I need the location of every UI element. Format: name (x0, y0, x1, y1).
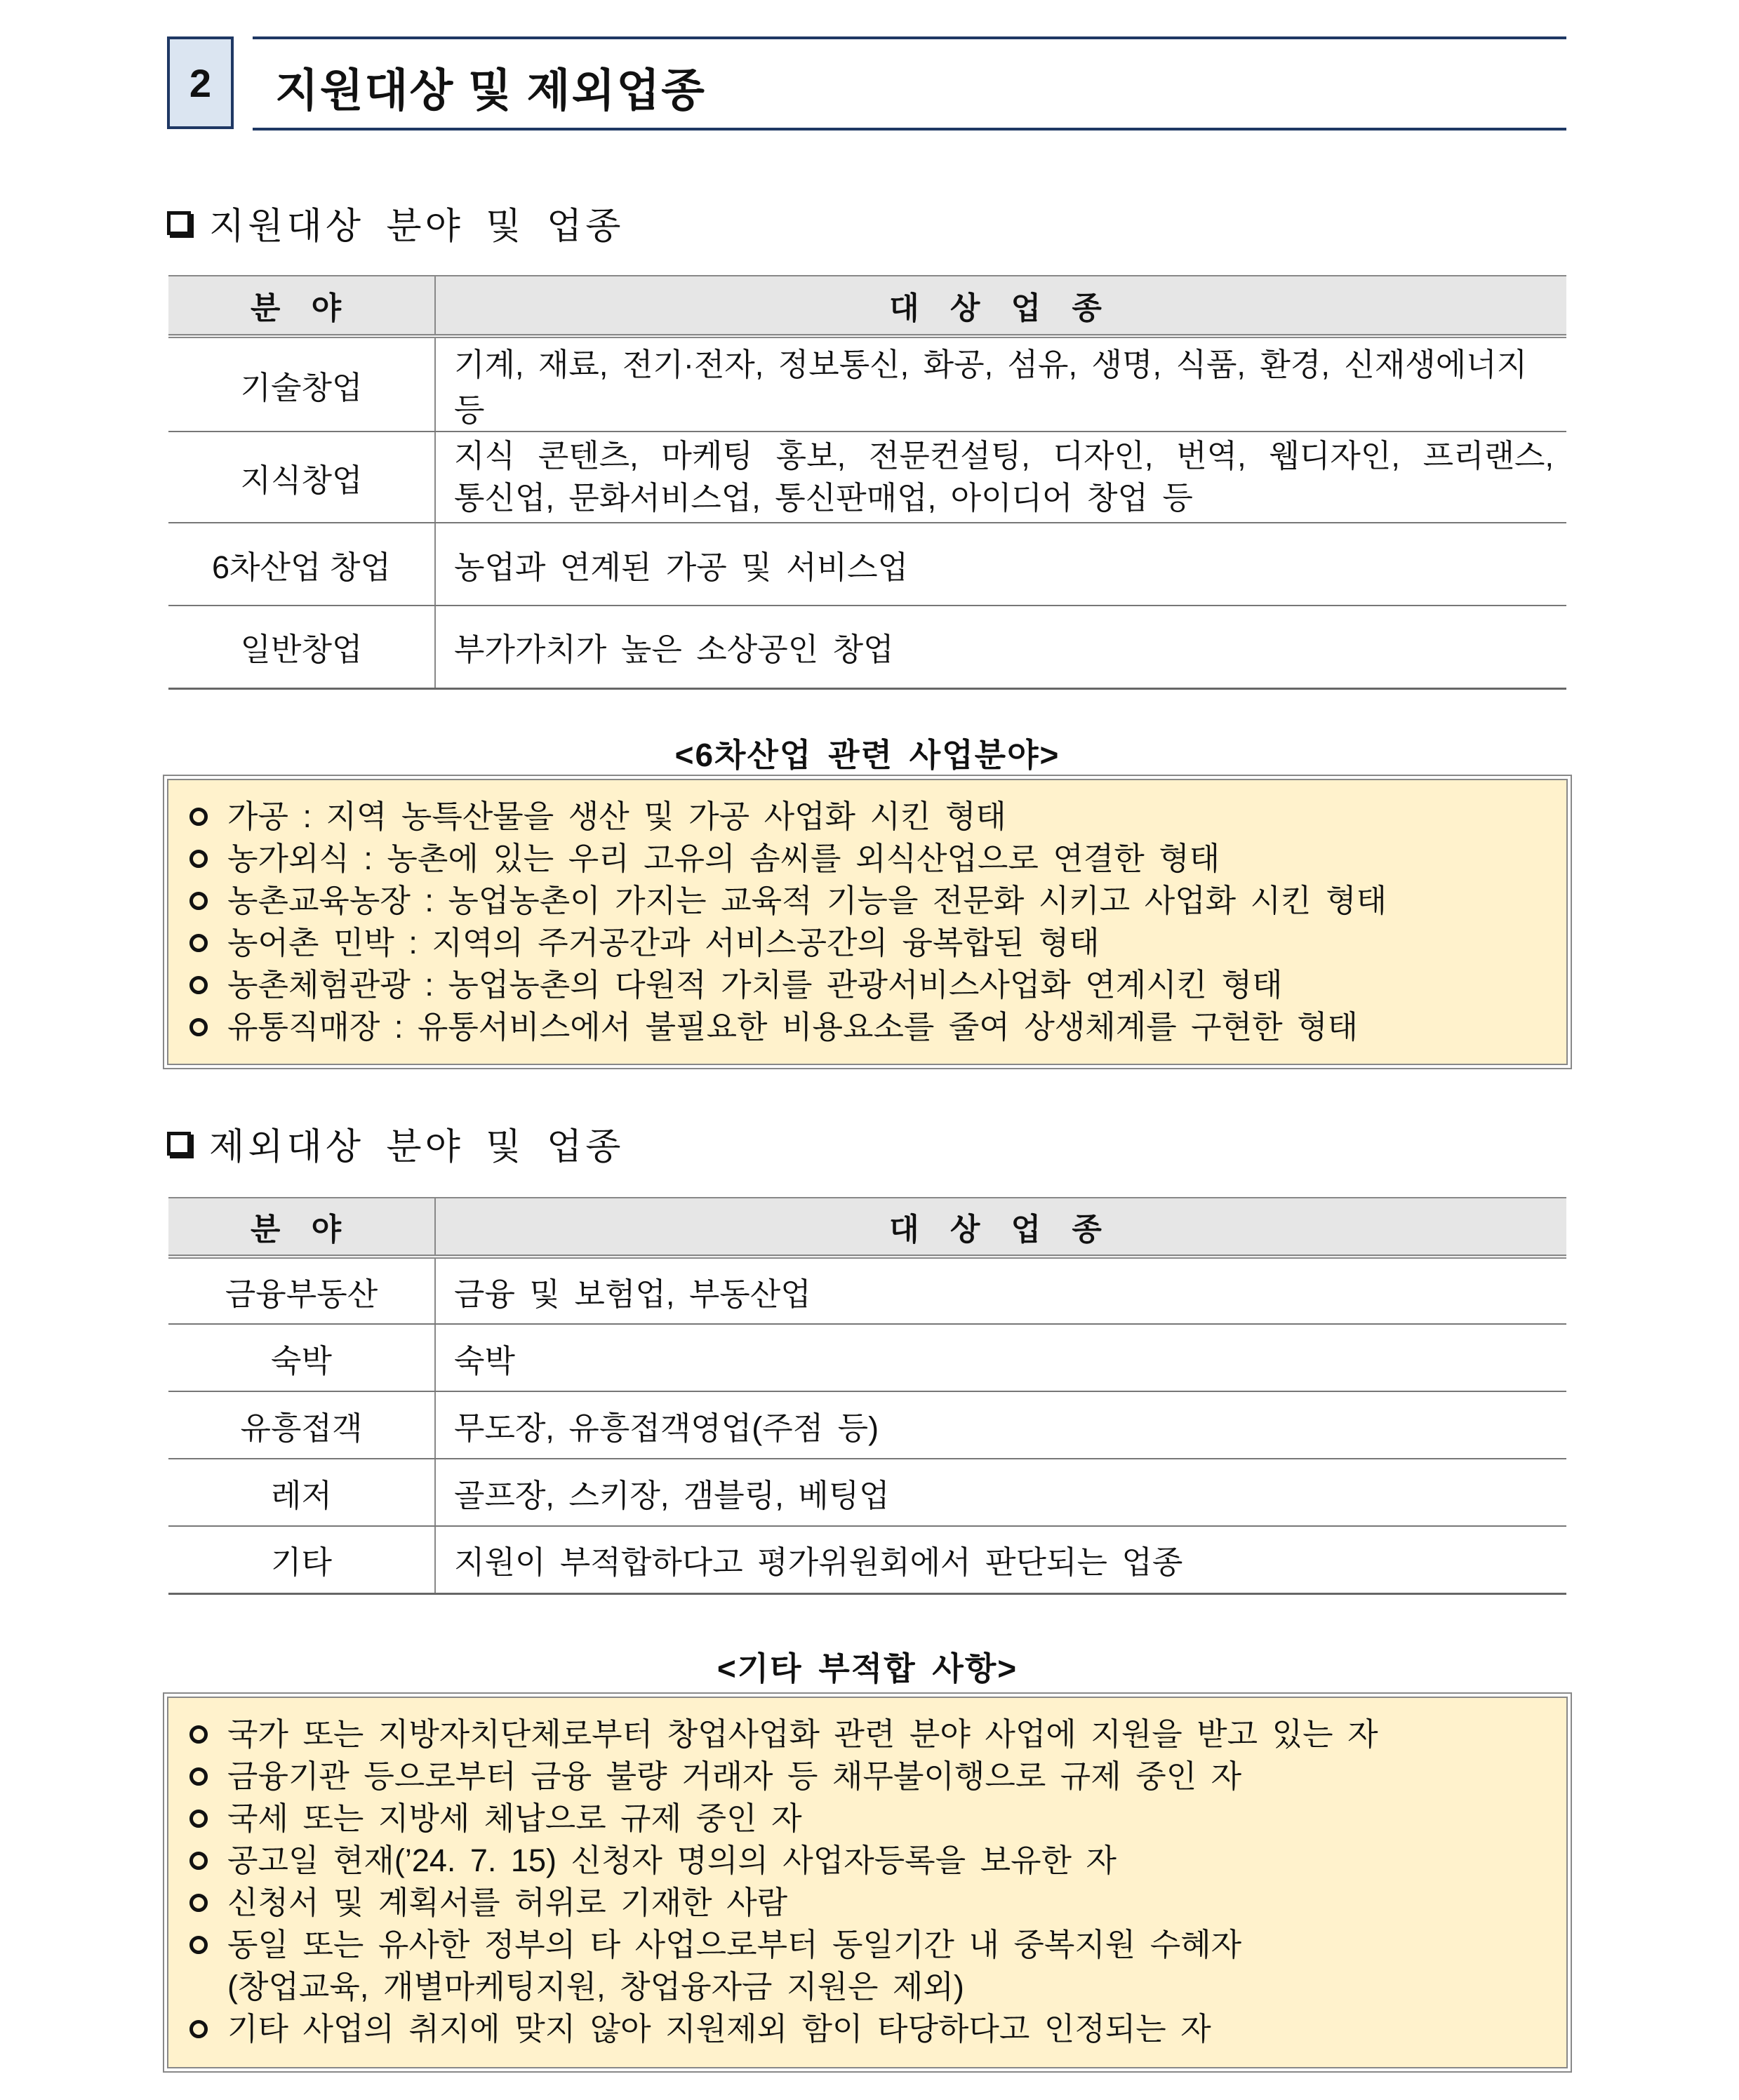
list-item-text: 유통직매장 : 유통서비스에서 불필요한 비용요소를 줄여 상생체계를 구현한 형태 (227, 1009, 1359, 1045)
list-item (185, 838, 1566, 880)
exclude-heading (167, 1117, 624, 1170)
support-heading-text: 지원대상 분야 및 업종 (209, 206, 625, 247)
list-item (185, 880, 1566, 922)
support-row-field: 지식창업 (168, 432, 435, 523)
table-row (168, 1391, 1566, 1459)
list-item (185, 1713, 1566, 1755)
support-row-field: 6차산업 창업 (168, 523, 435, 606)
list-item-text: 농가외식 : 농촌에 있는 우리 고유의 솜씨를 외식산업으로 연결한 형태 (227, 841, 1220, 876)
table-row (168, 432, 1566, 523)
section-rule-top (253, 36, 1566, 39)
list-item-text: 기타 사업의 취지에 맞지 않아 지원제외 함이 타당하다고 인정되는 자 (227, 2011, 1211, 2047)
exclude-header-field: 분 야 (168, 1198, 435, 1257)
list-item-text: 국세 또는 지방세 체납으로 규제 중인 자 (227, 1800, 802, 1836)
six-industry-box (167, 779, 1568, 1065)
exclude-row-field: 금융부동산 (168, 1257, 435, 1324)
six-industry-caption: <6차산업 관련 사업분야> (674, 737, 1060, 773)
table-row (168, 336, 1566, 432)
support-header-industries: 대 상 업 종 (435, 276, 1566, 336)
list-item (185, 1798, 1566, 1840)
list-item-text: 금융기관 등으로부터 금융 불량 거래자 등 채무불이행으로 규제 중인 자 (227, 1758, 1242, 1794)
list-item-text: 국가 또는 지방자치단체로부터 창업사업화 관련 분야 사업에 지원을 받고 있는 자 (227, 1716, 1378, 1752)
list-item-text: (창업교육, 개별마케팅지원, 창업융자금 지원은 제외) (227, 1969, 964, 2005)
exclude-row-field: 레저 (168, 1459, 435, 1526)
circle-bullet-icon (189, 850, 208, 868)
other-unsuitable-box (167, 1697, 1568, 2068)
exclude-heading-text: 제외대상 분야 및 업종 (209, 1127, 625, 1168)
list-item (185, 1840, 1566, 1882)
table-row (168, 606, 1566, 688)
section-title: 지원대상 및 제외업종 (275, 65, 706, 116)
table-row (168, 523, 1566, 606)
list-item (185, 1006, 1566, 1048)
exclude-row-field: 유흥접객 (168, 1391, 435, 1459)
circle-bullet-icon (189, 934, 208, 952)
circle-bullet-icon (189, 1810, 208, 1828)
exclude-row-industries: 무도장, 유흥접객영업(주점 등) (435, 1391, 1566, 1459)
table-row (168, 1257, 1566, 1324)
circle-bullet-icon (189, 1852, 208, 1870)
list-item-text: 가공 : 지역 농특산물을 생산 및 가공 사업화 시킨 형태 (227, 798, 1006, 834)
exclude-row-field: 숙박 (168, 1324, 435, 1391)
support-heading (167, 196, 624, 249)
exclude-row-industries: 숙박 (435, 1324, 1566, 1391)
section-rule-bottom (253, 128, 1566, 131)
support-row-industries: 부가가치가 높은 소상공인 창업 (435, 606, 1566, 688)
exclude-row-industries: 금융 및 보험업, 부동산업 (435, 1257, 1566, 1324)
exclude-row-field: 기타 (168, 1526, 435, 1593)
table-row (168, 1526, 1566, 1593)
table-row (168, 1459, 1566, 1526)
support-row-industries: 농업과 연계된 가공 및 서비스업 (435, 523, 1566, 606)
list-item-text: 농어촌 민박 : 지역의 주거공간과 서비스공간의 융복합된 형태 (227, 925, 1100, 961)
list-item (185, 964, 1566, 1006)
circle-bullet-icon (189, 892, 208, 910)
support-row-field: 기술창업 (168, 336, 435, 432)
exclude-table-header-row (168, 1198, 1566, 1257)
circle-bullet-icon (189, 1767, 208, 1786)
circle-bullet-icon (189, 976, 208, 994)
list-item-text: 신청서 및 계획서를 허위로 기재한 사람 (227, 1885, 788, 1920)
exclude-row-industries: 지원이 부적합하다고 평가위원회에서 판단되는 업종 (435, 1526, 1566, 1593)
circle-bullet-icon (189, 1725, 208, 1744)
list-item-text: 농촌교육농장 : 농업농촌이 가지는 교육적 기능을 전문화 시키고 사업화 시킨 형태 (227, 883, 1387, 918)
circle-bullet-icon (189, 808, 208, 826)
section-number: 2 (167, 36, 234, 129)
list-item (185, 1755, 1566, 1798)
support-table (168, 275, 1566, 690)
list-item (185, 1882, 1566, 1924)
other-unsuitable-caption: <기타 부적합 사항> (717, 1650, 1018, 1687)
support-header-field: 분 야 (168, 276, 435, 336)
circle-bullet-icon (189, 1018, 208, 1036)
support-row-field: 일반창업 (168, 606, 435, 688)
circle-bullet-icon (189, 1936, 208, 1954)
list-item (185, 1924, 1566, 2008)
list-item (185, 796, 1566, 838)
table-row (168, 1324, 1566, 1391)
list-item-text: 공고일 현재(’24. 7. 15) 신청자 명의의 사업자등록을 보유한 자 (227, 1842, 1117, 1878)
exclude-header-industries: 대 상 업 종 (435, 1198, 1566, 1257)
list-item (185, 2008, 1566, 2050)
checkbox-square-icon (167, 211, 191, 235)
support-row-industries: 기계, 재료, 전기·전자, 정보통신, 화공, 섬유, 생명, 식품, 환경, 신재생에너지 등 (435, 336, 1566, 432)
list-item-text: 동일 또는 유사한 정부의 타 사업으로부터 동일기간 내 중복지원 수혜자 (227, 1927, 1242, 1962)
list-item (185, 922, 1566, 964)
exclude-row-industries: 골프장, 스키장, 갬블링, 베팅업 (435, 1459, 1566, 1526)
support-row-industries-line: 지식 콘텐츠, 마케팅 홍보, 전문컨설팅, 디자인, 번역, 웹디자인, 프리랜스, (454, 438, 1554, 474)
list-item-text: 농촌체험관광 : 농업농촌의 다원적 가치를 관광서비스사업화 연계시킨 형태 (227, 967, 1283, 1003)
circle-bullet-icon (189, 2020, 208, 2038)
support-row-industries (435, 432, 1566, 523)
support-table-header-row (168, 276, 1566, 336)
circle-bullet-icon (189, 1894, 208, 1912)
support-row-industries-line: 통신업, 문화서비스업, 통신판매업, 아이디어 창업 등 (454, 480, 1193, 516)
checkbox-square-icon (167, 1132, 191, 1156)
exclude-table (168, 1197, 1566, 1595)
